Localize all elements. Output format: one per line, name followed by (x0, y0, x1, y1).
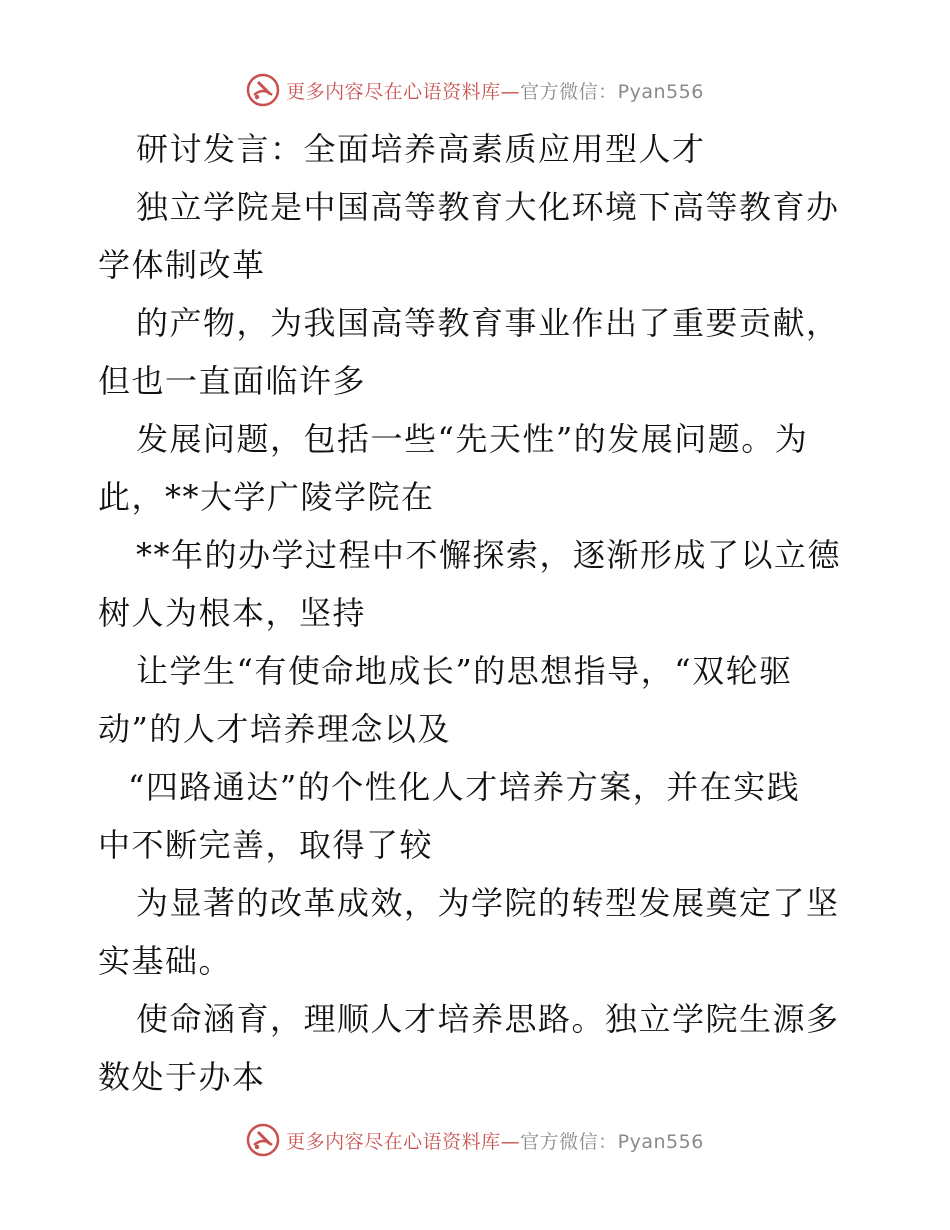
paragraph-line: 独立学院是中国高等教育大化环境下高等教育办 (136, 188, 840, 226)
paragraph-line: 此，**大学广陵学院在 (98, 478, 435, 516)
paragraph-line: 动”的人才培养理念以及 (98, 710, 451, 748)
book-pen-logo-icon (246, 73, 280, 107)
paragraph-line: 使命涵育，理顺人才培养思路。独立学院生源多 (136, 1000, 840, 1038)
document-title: 研讨发言：全面培养高素质应用型人才 (136, 130, 706, 168)
paragraph-line: 实基础。 (98, 942, 233, 980)
paragraph-line: 发展问题，包括一些“先天性”的发展问题。为 (136, 420, 809, 458)
paragraph-line: **年的办学过程中不懈探索，逐渐形成了以立德 (136, 536, 842, 574)
paragraph-line: 让学生“有使命地成长”的思想指导，“双轮驱 (136, 652, 793, 690)
header-banner-text: 更多内容尽在心语资料库—官方微信：Pyan556 (286, 80, 704, 103)
paragraph-line: 中不断完善，取得了较 (98, 826, 434, 864)
paragraph-line: “四路通达”的个性化人才培养方案，并在实践 (128, 768, 801, 806)
paragraph-line: 但也一直面临许多 (98, 362, 367, 400)
footer-banner (0, 1120, 950, 1160)
book-pen-logo-icon (246, 1123, 280, 1157)
paragraph-line: 树人为根本，坚持 (98, 594, 367, 632)
footer-banner-text: 更多内容尽在心语资料库—官方微信：Pyan556 (286, 1130, 704, 1153)
paragraph-line: 数处于办本 (98, 1058, 266, 1096)
paragraph-line: 为显著的改革成效，为学院的转型发展奠定了坚 (136, 884, 840, 922)
document-body (98, 120, 858, 1106)
header-banner (0, 70, 950, 110)
paragraph-line: 学体制改革 (98, 246, 266, 284)
paragraph-line: 的产物，为我国高等教育事业作出了重要贡献， (136, 304, 840, 342)
